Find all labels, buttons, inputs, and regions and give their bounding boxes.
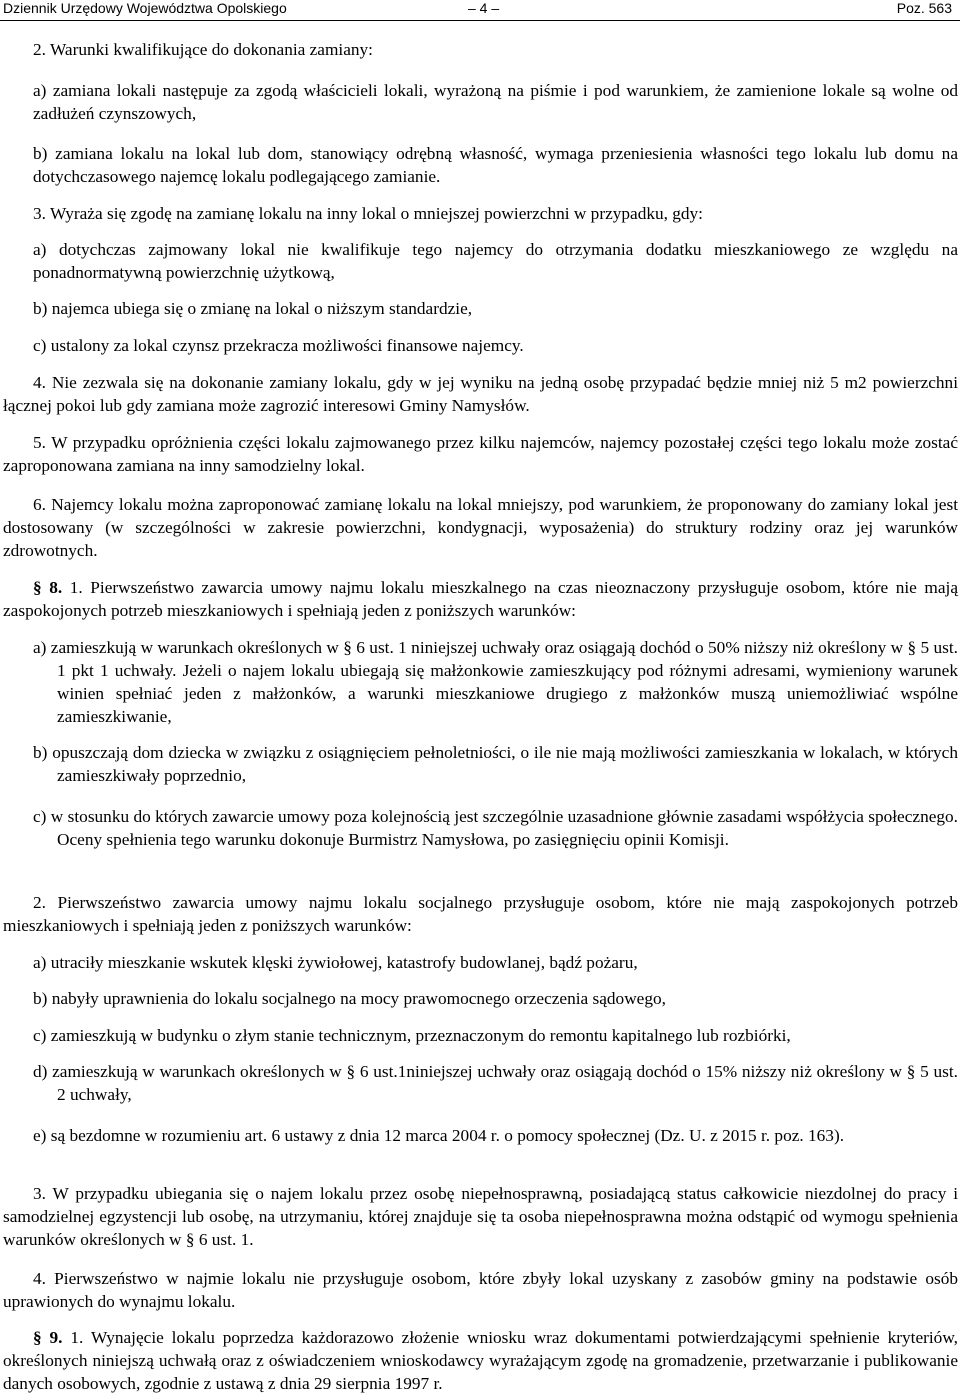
item-2a: a) zamiana lokali następuje za zgodą właścicieli lokali, wyrażoną na piśmie i pod warunkiem, że zamienione lokale są wolne od zadłużeń czynszowych, — [33, 81, 958, 123]
item-8-2a: a) utraciły mieszkanie wskutek klęski żywiołowej, katastrofy budowlanej, bądź pożaru, — [33, 953, 638, 972]
paragraph-3: 3. Wyraża się zgodę na zamianę lokalu na inny lokal o mniejszej powierzchni w przypadku, gdy: — [33, 204, 703, 223]
item-8-1c: c) w stosunku do których zawarcie umowy poza kolejnością jest szczególnie uzasadnione głównie zasadami współżycia społecznego. Oceny spełnienia tego warunku dokonuje Burmistrz Namysłowa, po zasięgnięciu opinii Komisji. — [33, 807, 958, 849]
paragraph-4: 4. Nie zezwala się na dokonanie zamiany lokalu, gdy w jej wyniku na jedną osobę przypadać będzie mniej niż 5 m2 powierzchni łącznej pokoi lub gdy zamiana może zagrozić interesowi Gminy Namysłów. — [3, 373, 958, 415]
paragraph-6: 6. Najemcy lokalu można zaproponować zamianę lokalu na lokal mniejszy, pod warunkiem, że proponowany do zamiany lokal jest dostosowany (w szczególności w zakresie powierzchni, kondygnacji, wyposażenia) do struktury rodziny oraz jej warunków zdrowotnych. — [3, 495, 958, 560]
item-8-1a: a) zamieszkują w warunkach określonych w § 6 ust. 1 niniejszej uchwały oraz osiągają dochód o 50% niższy niż określony w § 5 ust. 1 pkt 1 uchwały. Jeżeli o najem lokalu ubiegają się małżonkowie zamieszkujący pod różnymi adresami, wymieniony warunek winien spełniać jeden z małżonków, a warunki mieszkaniowe drugiego z małżonków muszą uniemożliwiać wspólne zamieszkiwanie, — [33, 638, 958, 726]
section-8-paragraph-1 — [3, 576, 958, 622]
section-8-paragraph-4: 4. Pierwszeństwo w najmie lokalu nie przysługuje osobom, które zbyły lokal uzyskany z zasobów gminy na podstawie osób uprawionych do wynajmu lokalu. — [3, 1269, 958, 1311]
item-8-2b: b) nabyły uprawnienia do lokalu socjalnego na mocy prawomocnego orzeczenia sądowego, — [33, 989, 666, 1008]
position-number: Poz. 563 — [896, 0, 952, 16]
item-3b: b) najemca ubiega się o zmianę na lokal o niższym standardzie, — [33, 299, 473, 318]
section-9-marker: § 9. — [33, 1328, 63, 1347]
item-8-2c: c) zamieszkują w budynku o złym stanie technicznym, przeznaczonym do remontu kapitalnego lub rozbiórki, — [33, 1026, 791, 1045]
item-2b: b) zamiana lokalu na lokal lub dom, stanowiący odrębną własność, wymaga przeniesienia własności tego lokalu lub domu na dotychczasowego najemcę lokalu podlegającego zamianie. — [33, 144, 958, 186]
section-9-1-text: 1. Wynajęcie lokalu poprzedza każdorazowo złożenie wniosku wraz dokumentami potwierdzającymi spełnienie kryteriów, określonych niniejszą uchwałą oraz z oświadczeniem wnioskodawcy wyrażającym zgodę na gromadzenie, przetwarzanie i publikowanie danych osobowych, zgodnie z ustawą z dnia 29 sierpnia 1997 r. — [3, 1328, 958, 1393]
section-8-marker: § 8. — [33, 578, 63, 597]
item-8-2d: d) zamieszkują w warunkach określonych w § 6 ust.1niniejszej uchwały oraz osiągają dochód o 15% niższy niż określony w § 5 ust. 2 uchwały, — [33, 1062, 958, 1104]
item-3c: c) ustalony za lokal czynsz przekracza możliwości finansowe najemcy. — [33, 336, 524, 355]
section-8-1-text: 1. Pierwszeństwo zawarcia umowy najmu lokalu mieszkalnego na czas nieoznaczony przysługuje osobom, które nie mają zaspokojonych potrzeb mieszkaniowych i spełniają jeden z poniższych warunków: — [3, 578, 959, 620]
paragraph-2: 2. Warunki kwalifikujące do dokonania zamiany: — [33, 40, 373, 59]
section-9-paragraph-1 — [3, 1326, 958, 1395]
page-header — [0, 0, 960, 21]
section-8-paragraph-2: 2. Pierwszeństwo zawarcia umowy najmu lokalu socjalnego przysługuje osobom, które nie mają zaspokojonych potrzeb mieszkaniowych i spełniają jeden z poniższych warunków: — [3, 893, 958, 935]
item-8-2e: e) są bezdomne w rozumieniu art. 6 ustawy z dnia 12 marca 2004 r. o pomocy społecznej (Dz. U. z 2015 r. poz. 163). — [33, 1126, 845, 1145]
item-3a: a) dotychczas zajmowany lokal nie kwalifikuje tego najemcy do otrzymania dodatku mieszkaniowego ze względu na ponadnormatywną powierzchnię użytkową, — [33, 240, 958, 282]
item-8-1b: b) opuszczają dom dziecka w związku z osiągnięciem pełnoletniości, o ile nie mają możliwości zamieszkania w lokalach, w których zamieszkiwały poprzednio, — [33, 743, 958, 785]
page-number: – 4 – — [468, 0, 500, 16]
paragraph-5: 5. W przypadku opróżnienia części lokalu zajmowanego przez kilku najemców, najemcy pozostałej części tego lokalu może zostać zaproponowana zamiana na inny samodzielny lokal. — [3, 433, 958, 475]
journal-title: Dziennik Urzędowy Województwa Opolskiego — [3, 0, 287, 16]
section-8-paragraph-3: 3. W przypadku ubiegania się o najem lokalu przez osobę niepełnosprawną, posiadającą status całkowicie niezdolnej do pracy i samodzielnej egzystencji lub osobę, na utrzymaniu, której znajduje się ta osoba niepełnosprawna można odstąpić od wymogu spełnienia warunków określonych w § 6 ust. 1. — [3, 1184, 958, 1249]
